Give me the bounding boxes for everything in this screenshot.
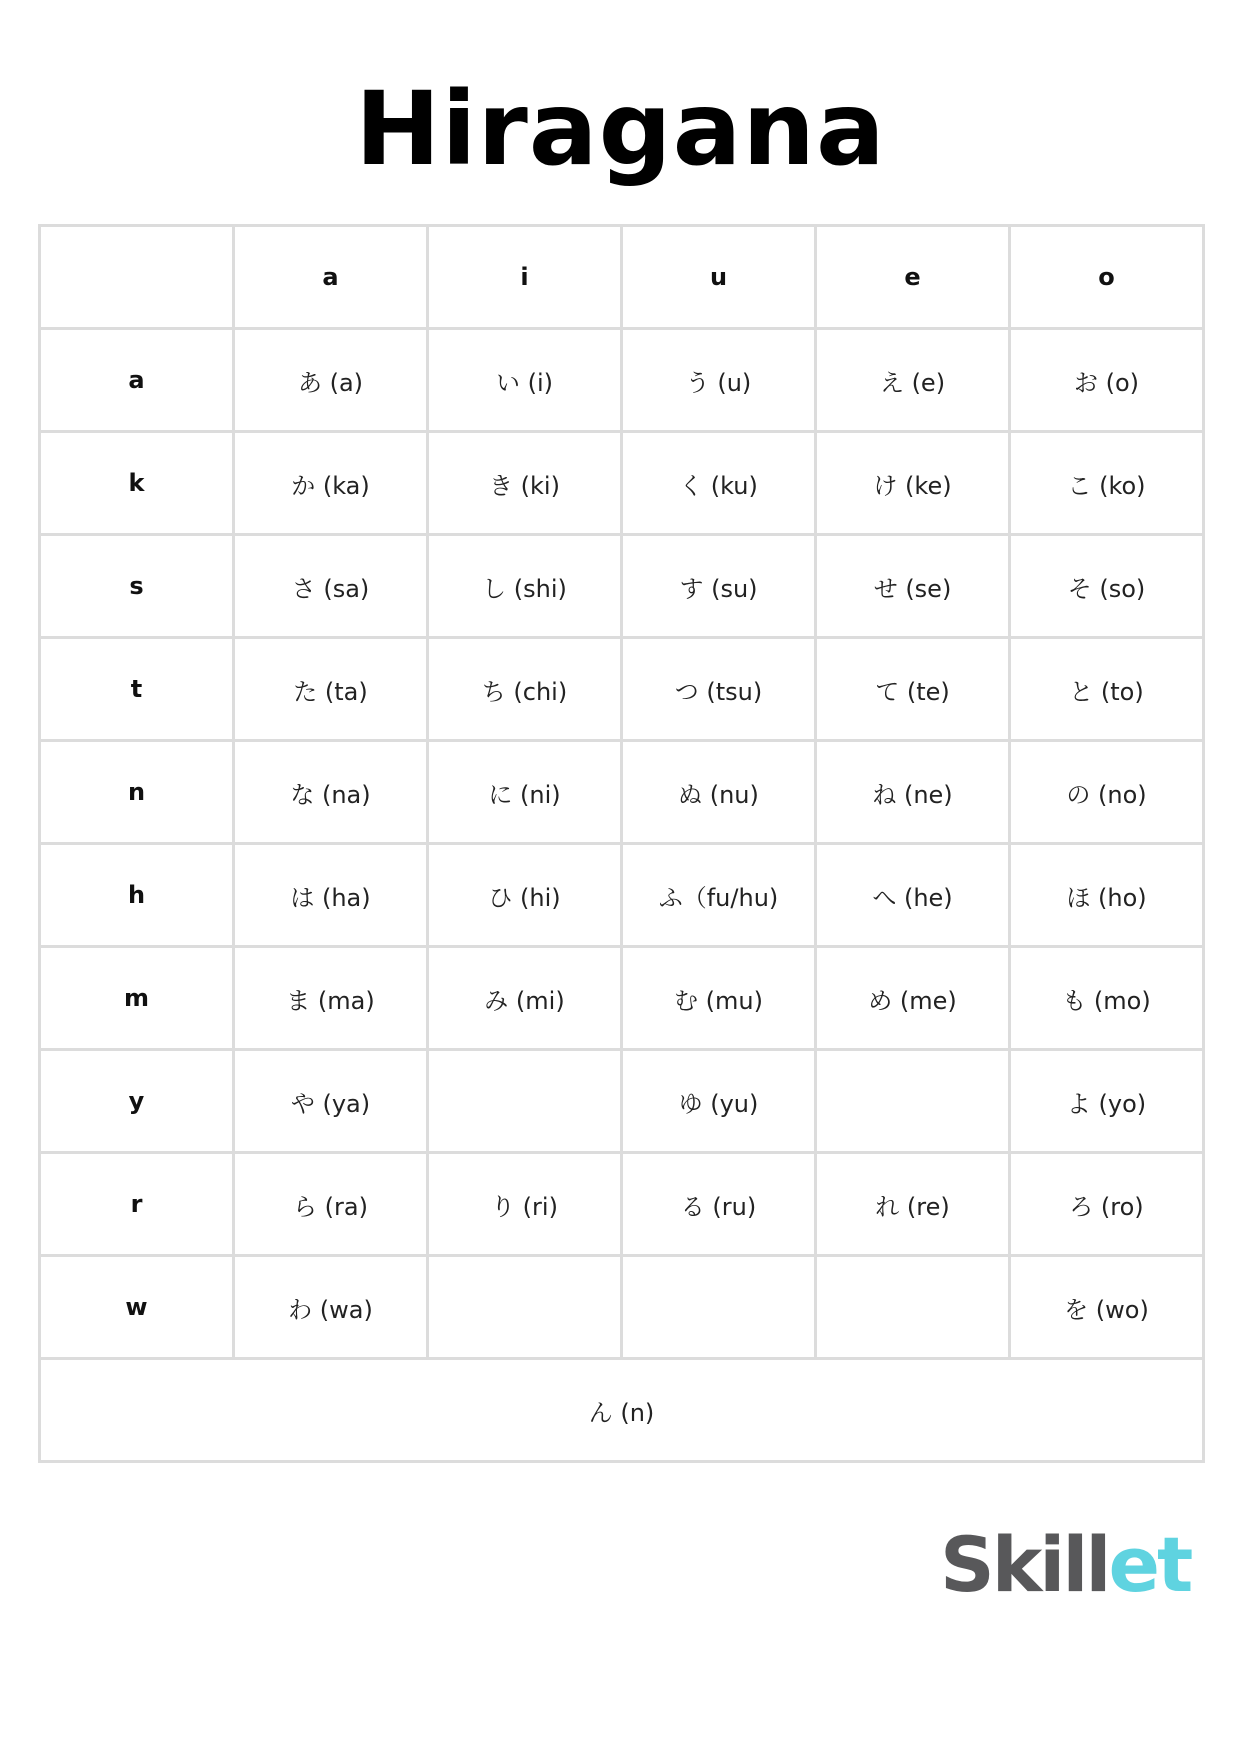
table-cell: ひ (hi) (428, 844, 622, 947)
table-cell: め (me) (816, 947, 1010, 1050)
table-cell: の (no) (1010, 741, 1204, 844)
page-title: Hiragana (355, 70, 886, 189)
table-cell: え (e) (816, 329, 1010, 432)
row-header: s (40, 535, 234, 638)
table-cell: み (mi) (428, 947, 622, 1050)
row-header: t (40, 638, 234, 741)
header-corner-cell (40, 226, 234, 329)
table-cell (428, 1256, 622, 1359)
row-header: w (40, 1256, 234, 1359)
table-cell: て (te) (816, 638, 1010, 741)
table-cell: ら (ra) (234, 1153, 428, 1256)
table-cell: ぬ (nu) (622, 741, 816, 844)
table-cell: そ (so) (1010, 535, 1204, 638)
table-cell: ふ（fu/hu) (622, 844, 816, 947)
row-header: k (40, 432, 234, 535)
table-cell: は (ha) (234, 844, 428, 947)
table-cell: こ (ko) (1010, 432, 1204, 535)
table-cell: へ (he) (816, 844, 1010, 947)
table-row (40, 432, 1204, 535)
table-cell: と (to) (1010, 638, 1204, 741)
table-cell: く (ku) (622, 432, 816, 535)
table-cell: む (mu) (622, 947, 816, 1050)
table-cell: を (wo) (1010, 1256, 1204, 1359)
table-cell: ね (ne) (816, 741, 1010, 844)
table-row (40, 844, 1204, 947)
table-cell: よ (yo) (1010, 1050, 1204, 1153)
table-cell: る (ru) (622, 1153, 816, 1256)
column-header-o: o (1010, 226, 1204, 329)
row-header: a (40, 329, 234, 432)
table-cell: ほ (ho) (1010, 844, 1204, 947)
table-cell: し (shi) (428, 535, 622, 638)
table-cell: わ (wa) (234, 1256, 428, 1359)
table-cell: や (ya) (234, 1050, 428, 1153)
table-cell: つ (tsu) (622, 638, 816, 741)
table-cell: ろ (ro) (1010, 1153, 1204, 1256)
n-cell: ん (n) (40, 1359, 1204, 1462)
skillet-logo (940, 1520, 1191, 1609)
table-cell: ち (chi) (428, 638, 622, 741)
table-cell: ま (ma) (234, 947, 428, 1050)
table-cell: け (ke) (816, 432, 1010, 535)
table-cell (622, 1256, 816, 1359)
table-cell (816, 1256, 1010, 1359)
column-header-e: e (816, 226, 1010, 329)
table-cell: に (ni) (428, 741, 622, 844)
table-cell: あ (a) (234, 329, 428, 432)
table-row (40, 638, 1204, 741)
table-row (40, 329, 1204, 432)
row-header: h (40, 844, 234, 947)
table-header-row (40, 226, 1204, 329)
logo-text-et: et (1108, 1520, 1191, 1609)
table-cell: う (u) (622, 329, 816, 432)
table-row (40, 1153, 1204, 1256)
table-cell (816, 1050, 1010, 1153)
table-cell: い (i) (428, 329, 622, 432)
table-cell: お (o) (1010, 329, 1204, 432)
table-row (40, 1050, 1204, 1153)
table-cell: せ (se) (816, 535, 1010, 638)
column-header-u: u (622, 226, 816, 329)
table-cell: た (ta) (234, 638, 428, 741)
column-header-i: i (428, 226, 622, 329)
column-header-a: a (234, 226, 428, 329)
table-cell (428, 1050, 622, 1153)
row-header: r (40, 1153, 234, 1256)
table-row (40, 535, 1204, 638)
logo-text-skill: Skill (940, 1520, 1109, 1609)
row-header: y (40, 1050, 234, 1153)
table-row (40, 1256, 1204, 1359)
row-header: m (40, 947, 234, 1050)
table-row (40, 741, 1204, 844)
table-cell: り (ri) (428, 1153, 622, 1256)
table-footer-row (40, 1359, 1204, 1462)
table-cell: か (ka) (234, 432, 428, 535)
table-cell: さ (sa) (234, 535, 428, 638)
table-cell: き (ki) (428, 432, 622, 535)
table-cell: な (na) (234, 741, 428, 844)
table-cell: す (su) (622, 535, 816, 638)
table-cell: ゆ (yu) (622, 1050, 816, 1153)
hiragana-table (38, 224, 1205, 1463)
row-header: n (40, 741, 234, 844)
table-cell: れ (re) (816, 1153, 1010, 1256)
table-row (40, 947, 1204, 1050)
table-cell: も (mo) (1010, 947, 1204, 1050)
